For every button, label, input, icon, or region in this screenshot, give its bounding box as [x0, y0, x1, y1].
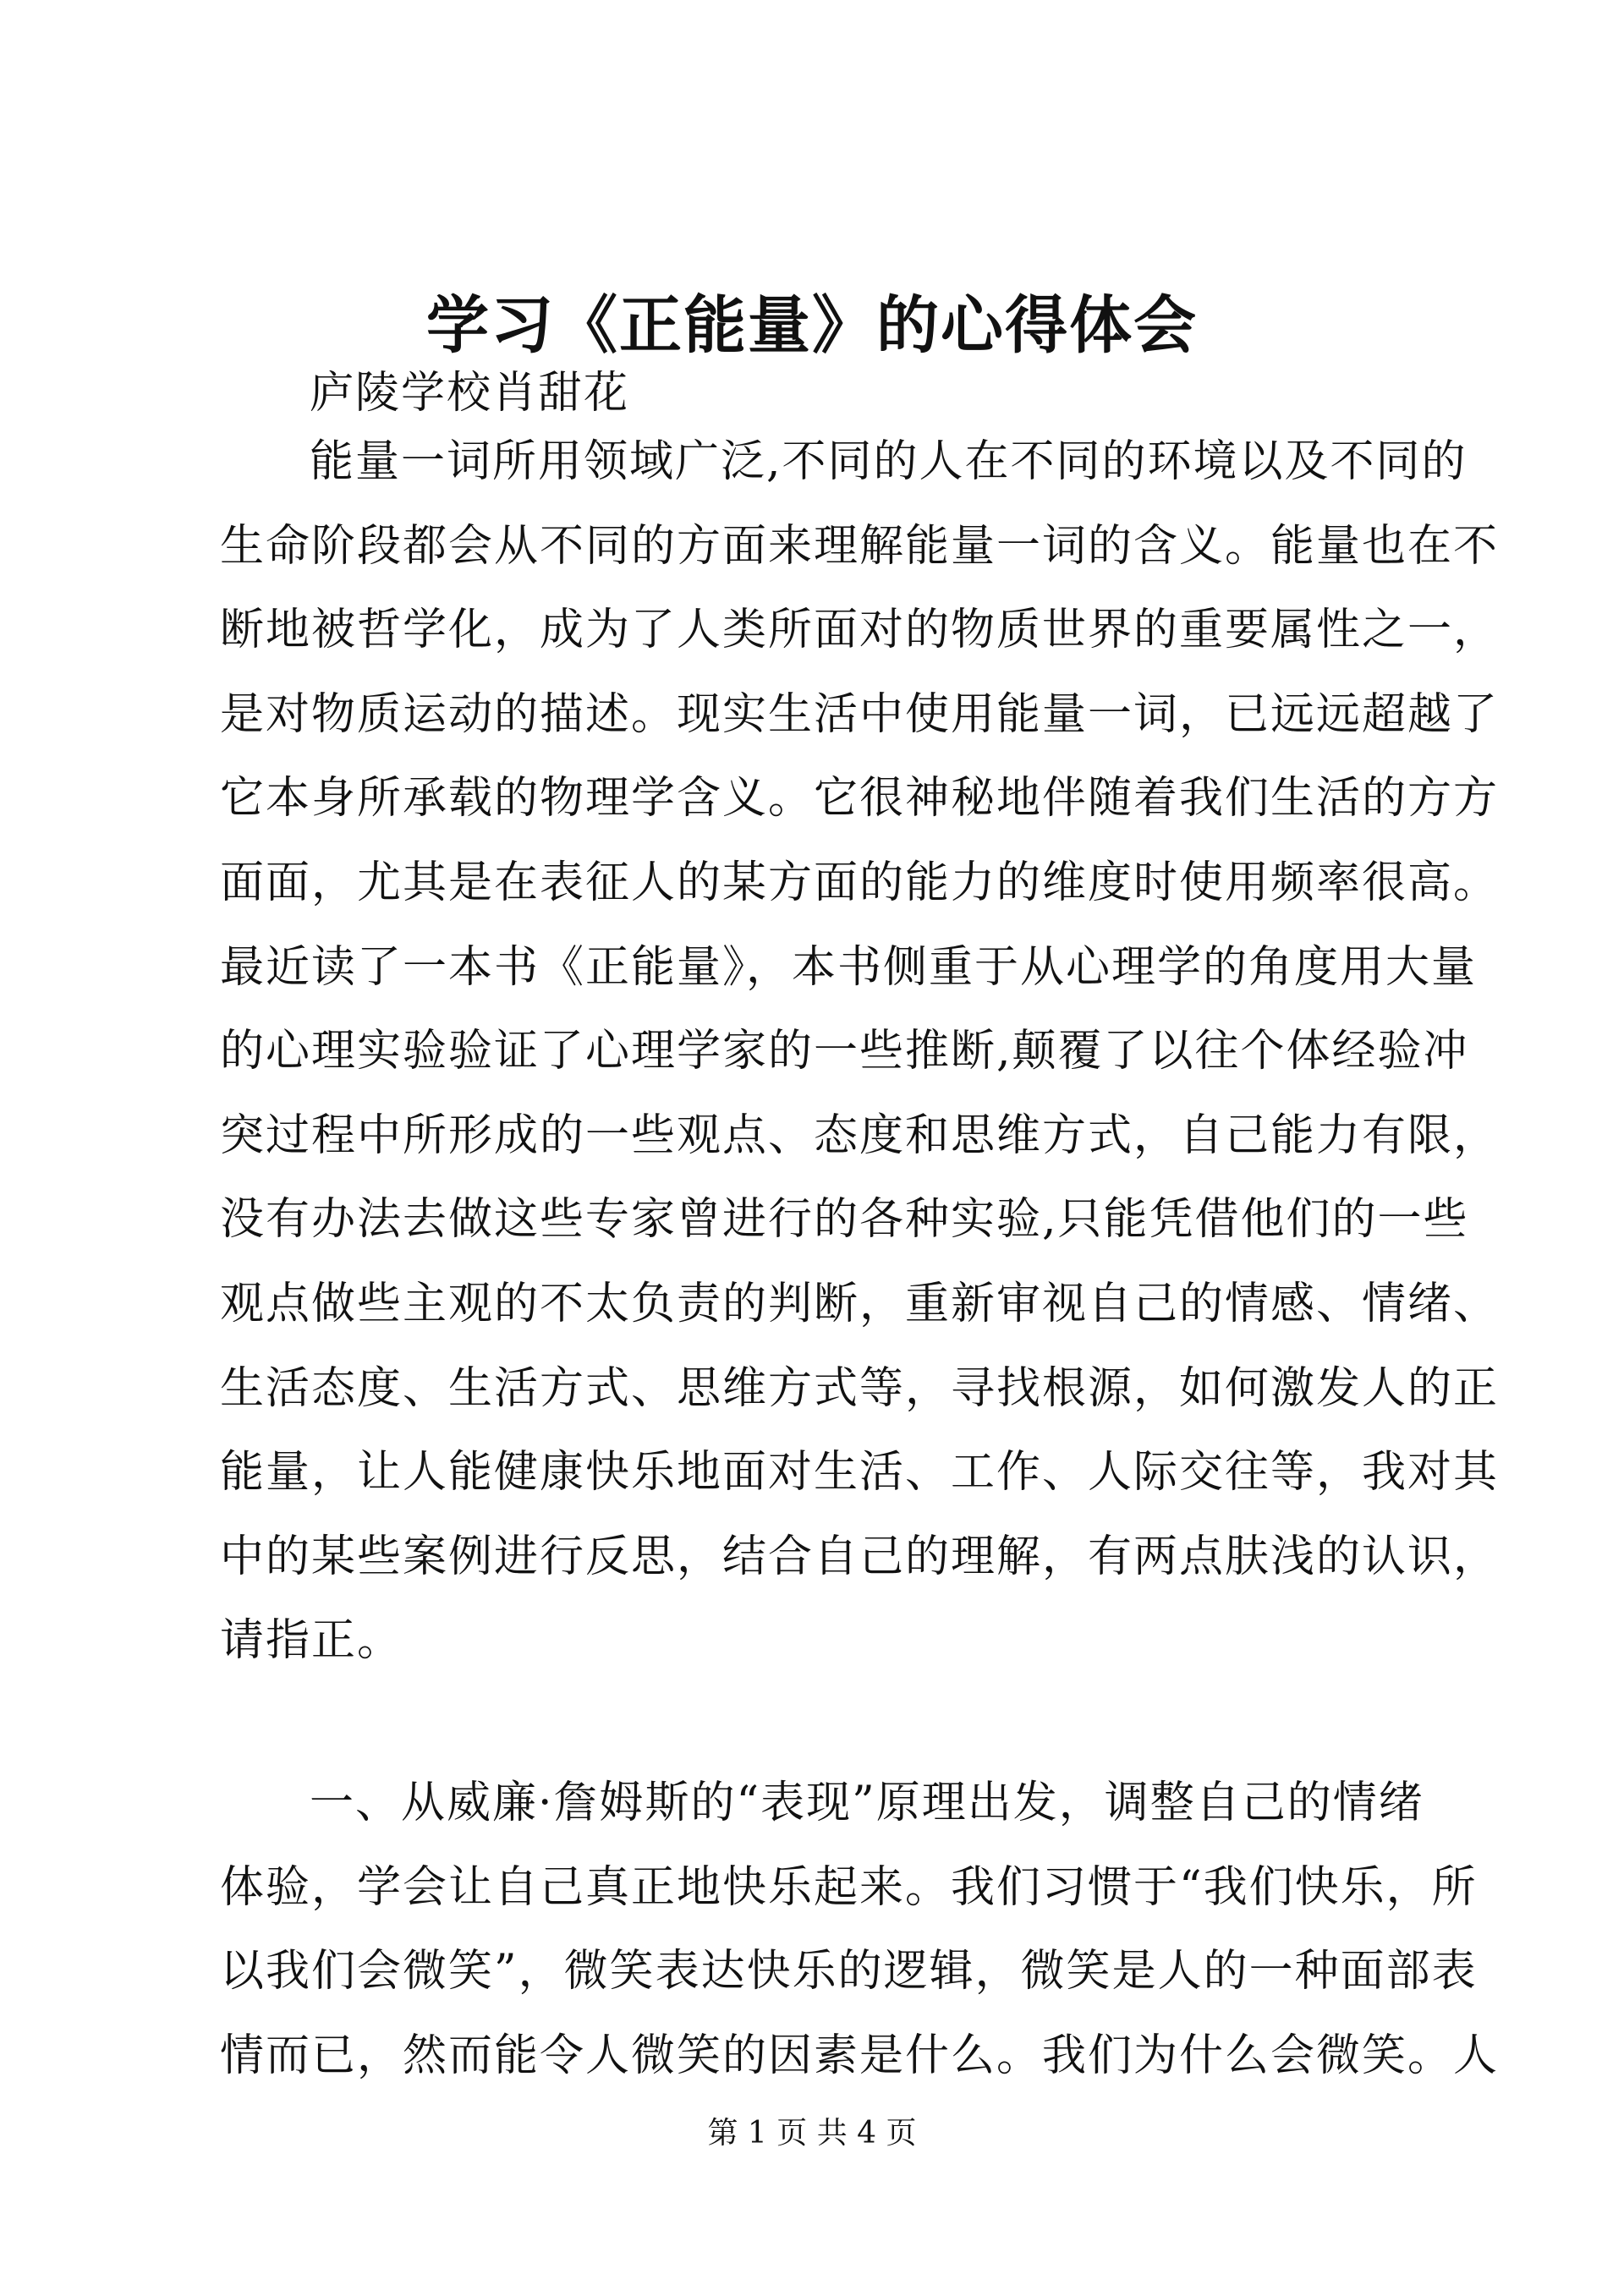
paragraph-2: [220, 1762, 1500, 2098]
paragraph-line: 是对物质运动的描述。现实生活中使用能量一词，已远远超越了: [220, 688, 1500, 740]
paragraph-1: [220, 420, 1500, 1684]
paragraph-line: 它本身所承载的物理学含义。它很神秘地伴随着我们生活的方方: [220, 773, 1500, 825]
paragraph-line: 一、从威廉·詹姆斯的“表现”原理出发，调整自己的情绪: [310, 1778, 1424, 1828]
paragraph-line: 体验，学会让自己真正地快乐起来。我们习惯于“我们快乐，所: [220, 1861, 1478, 1913]
paragraph-line: 面面，尤其是在表征人的某方面的能力的维度时使用频率很高。: [220, 857, 1500, 908]
page-footer: 第 1 页 共 4 页: [707, 2116, 917, 2151]
paragraph-line: 中的某些案例进行反思，结合自己的理解，有两点肤浅的认识，: [220, 1531, 1500, 1582]
paragraph-line: 突过程中所形成的一些观点、态度和思维方式，自己能力有限，: [220, 1110, 1500, 1161]
document-title: 学习《正能量》的心得体会: [426, 289, 1198, 362]
paragraph-line: 以我们会微笑”，微笑表达快乐的逻辑，微笑是人的一种面部表: [220, 1946, 1478, 1997]
paragraph-line: 没有办法去做这些专家曾进行的各种实验,只能凭借他们的一些: [220, 1194, 1469, 1246]
paragraph-line: 的心理实验验证了心理学家的一些推断,颠覆了以往个体经验冲: [220, 1026, 1469, 1077]
paragraph-line: 情而已，然而能令人微笑的因素是什么。我们为什么会微笑。人: [220, 2030, 1500, 2081]
paragraph-line: 生活态度、生活方式、思维方式等，寻找根源，如何激发人的正: [220, 1362, 1500, 1414]
paragraph-line: 观点做些主观的不太负责的判断，重新审视自己的情感、情绪、: [220, 1278, 1500, 1329]
paragraph-line: 能量一词所用领域广泛,不同的人在不同的环境以及不同的: [310, 436, 1468, 487]
paragraph-line: 最近读了一本书《正能量》，本书侧重于从心理学的角度用大量: [220, 941, 1478, 993]
paragraph-line: 能量，让人能健康快乐地面对生活、工作、人际交往等，我对其: [220, 1447, 1500, 1499]
author-line: 庐陵学校肖甜花: [310, 368, 630, 419]
paragraph-line: 请指正。: [220, 1615, 403, 1667]
paragraph-line: 断地被哲学化，成为了人类所面对的物质世界的重要属性之一，: [220, 605, 1500, 656]
paragraph-line: 生命阶段都会从不同的方面来理解能量一词的含义。能量也在不: [220, 520, 1500, 572]
